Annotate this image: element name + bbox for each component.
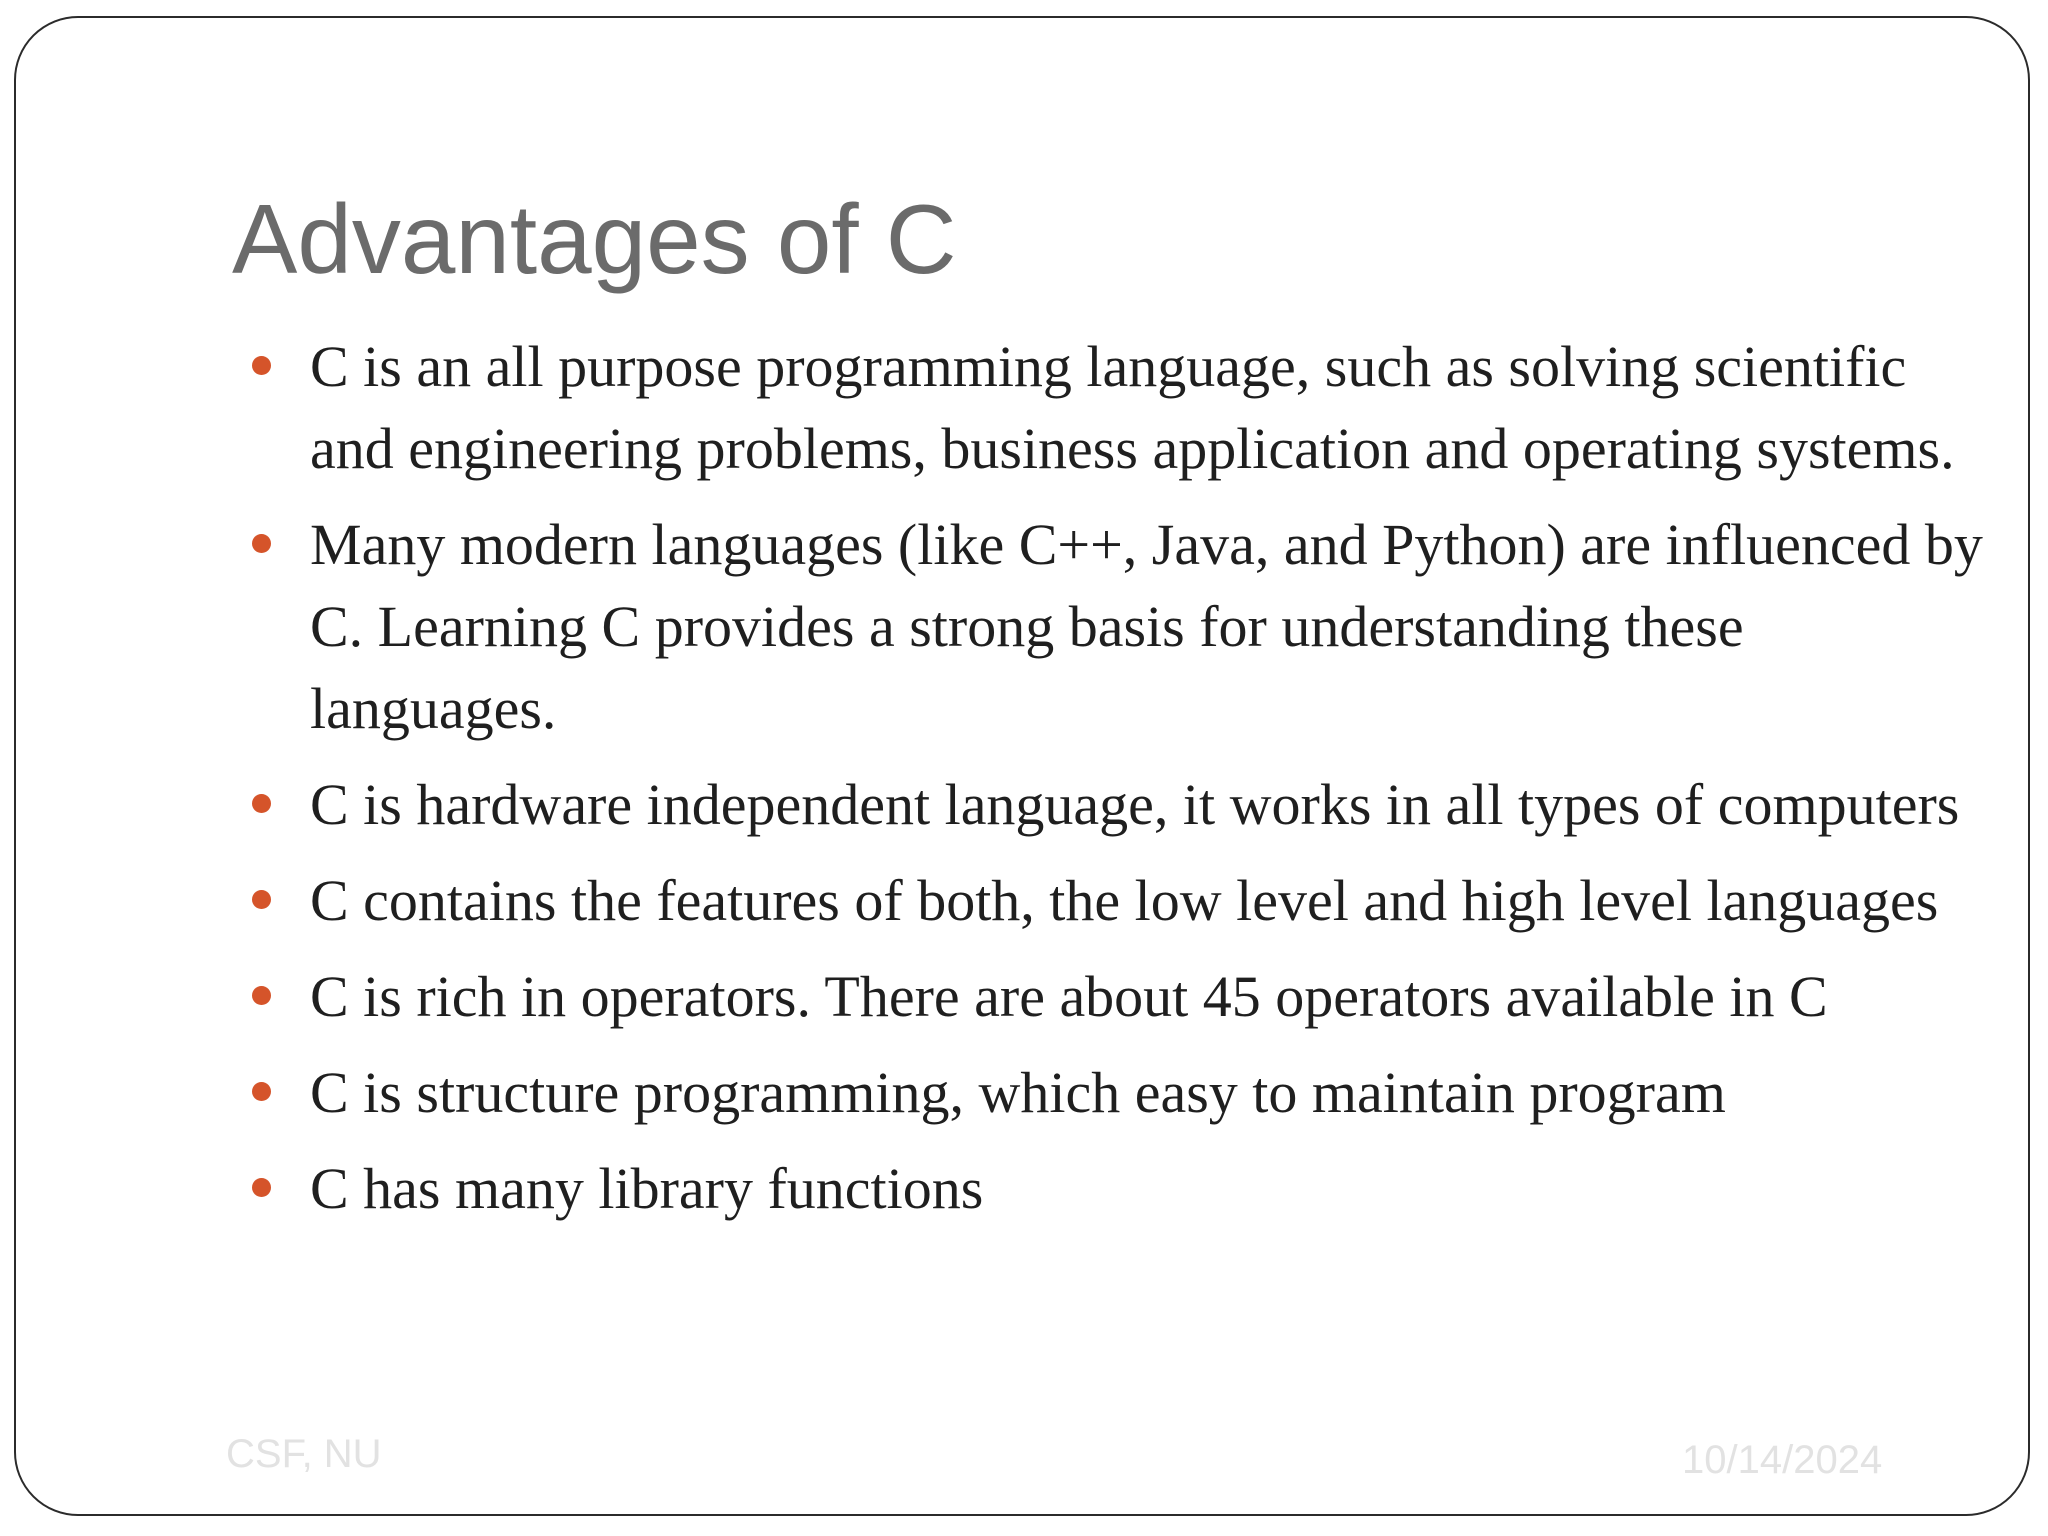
- bullet-list: [234, 326, 1994, 1244]
- bullet-text: C is hardware independent language, it works in all types of computers: [310, 772, 1960, 837]
- bullet-text: C contains the features of both, the low level and high level languages: [310, 868, 1939, 933]
- bullet-dot-icon: [252, 534, 271, 553]
- slide: [14, 16, 2030, 1516]
- footer-source: CSF, NU: [226, 1432, 382, 1476]
- bullet-item: [234, 1052, 1994, 1134]
- bullet-dot-icon: [252, 356, 271, 375]
- bullet-dot-icon: [252, 890, 271, 909]
- bullet-item: [234, 860, 1994, 942]
- bullet-dot-icon: [252, 1178, 271, 1197]
- bullet-text: Many modern languages (like C++, Java, and Python) are influenced by C. Learning C provides a strong basis for understanding these languages.: [310, 512, 1983, 741]
- bullet-item: [234, 1148, 1994, 1230]
- bullet-item: [234, 504, 1994, 750]
- bullet-dot-icon: [252, 794, 271, 813]
- slide-title: Advantages of C: [232, 184, 957, 294]
- bullet-item: [234, 326, 1994, 490]
- bullet-text: C is structure programming, which easy to maintain program: [310, 1060, 1726, 1125]
- bullet-text: C is an all purpose programming language, such as solving scientific and engineering problems, business application and operating systems.: [310, 334, 1955, 481]
- footer-date: 10/14/2024: [1682, 1438, 1883, 1482]
- bullet-dot-icon: [252, 1082, 271, 1101]
- bullet-item: [234, 956, 1994, 1038]
- bullet-dot-icon: [252, 986, 271, 1005]
- bullet-text: C is rich in operators. There are about 45 operators available in C: [310, 964, 1828, 1029]
- bullet-text: C has many library functions: [310, 1156, 984, 1221]
- bullet-item: [234, 764, 1994, 846]
